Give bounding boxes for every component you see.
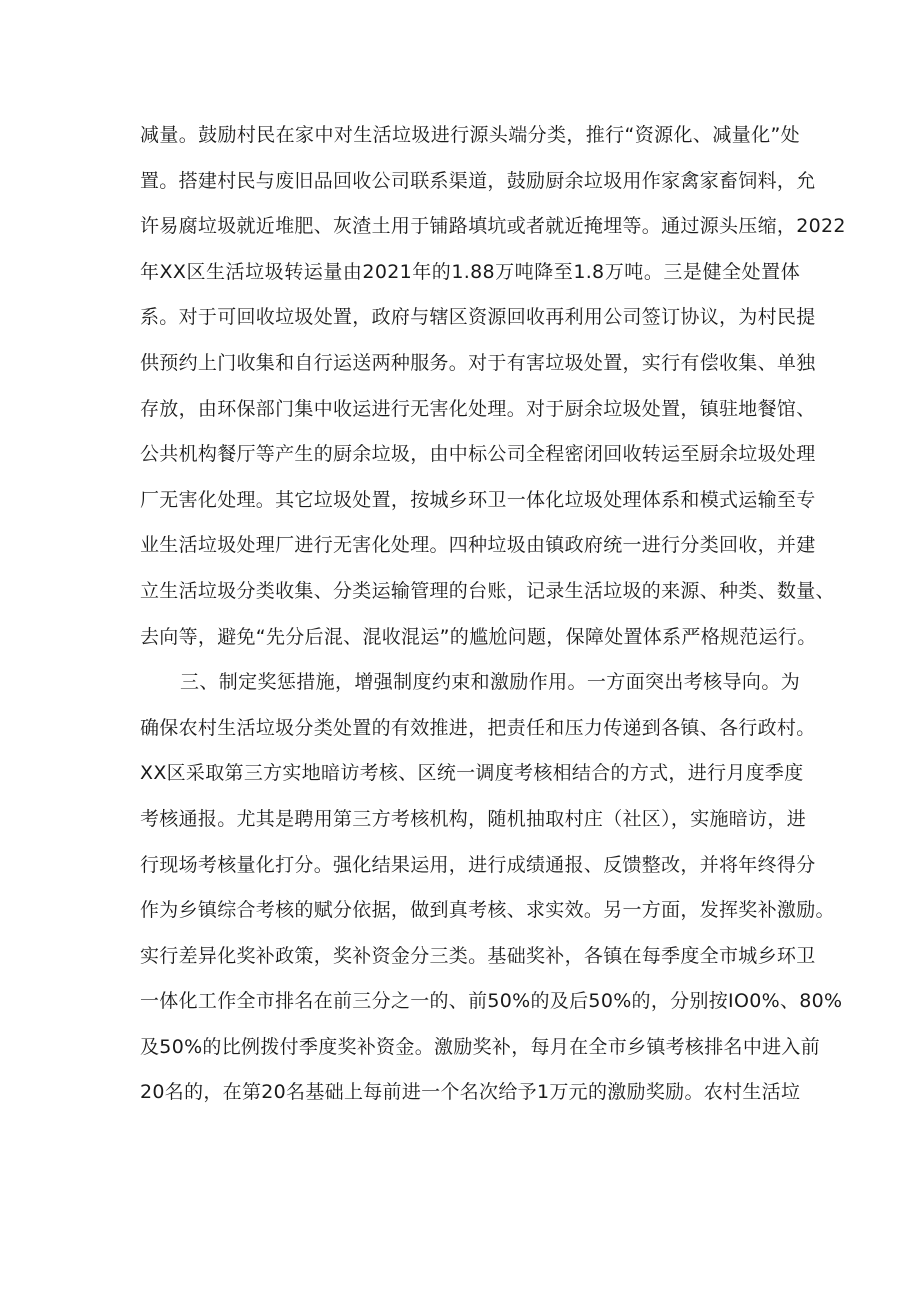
text-line: XX区采取第三方实地暗访考核、区统一调度考核相结合的方式，进行月度季度: [140, 762, 804, 785]
text-line: 实行差异化奖补政策，奖补资金分三类。基础奖补，各镇在每季度全市城乡环卫: [140, 944, 816, 967]
text-line: 立生活垃圾分类收集、分类运输管理的台账，记录生活垃圾的来源、种类、数量、: [140, 579, 835, 602]
text-line: 作为乡镇综合考核的赋分依据，做到真考核、求实效。另一方面，发挥奖补激励。: [140, 899, 835, 922]
text-line: 去向等，避免“先分后混、混收混运”的尴尬问题，保障处置体系严格规范运行。: [140, 625, 817, 648]
text-line: 行现场考核量化打分。强化结果运用，进行成绩通报、反馈整改，并将年终得分: [140, 853, 816, 876]
text-line: 置。搭建村民与废旧品回收公司联系渠道，鼓励厨余垃圾用作家禽家畜饲料，允: [140, 169, 816, 192]
text-line: 年XX区生活垃圾转运量由2021年的1.88万吨降至1.8万吨。三是健全处置体: [140, 260, 800, 283]
text-line: 确保农村生活垃圾分类处置的有效推进，把责任和压力传递到各镇、各行政村。: [140, 716, 816, 739]
text-line: 考核通报。尤其是聘用第三方考核机构，随机抽取村庄（社区），实施暗访，进: [140, 807, 807, 830]
text-line: 系。对于可回收垃圾处置，政府与辖区资源回收再利用公司签订协议，为村民提: [140, 306, 816, 329]
text-line: 三、制定奖惩措施，增强制度约束和激励作用。一方面突出考核导向。为: [180, 671, 800, 694]
text-line: 公共机构餐厅等产生的厨余垃圾，由中标公司全程密闭回收转运至厨余垃圾处理: [140, 443, 816, 466]
text-line: 厂无害化处理。其它垃圾处置，按城乡环卫一体化垃圾处理体系和模式运输至专: [140, 488, 816, 511]
body-text: [140, 113, 846, 1116]
text-line: 一体化工作全市排名在前三分之一的、前50%的及后50%的，分别按IO0%、80%: [140, 990, 843, 1013]
text-line: 业生活垃圾处理厂进行无害化处理。四种垃圾由镇政府统一进行分类回收，并建: [140, 534, 816, 557]
text-line: 20名的，在第20名基础上每前进一个名次给予1万元的激励奖励。农村生活垃: [140, 1081, 801, 1104]
text-line: 存放，由环保部门集中收运进行无害化处理。对于厨余垃圾处置，镇驻地餐馆、: [140, 397, 816, 420]
text-line: 供预约上门收集和自行运送两种服务。对于有害垃圾处置，实行有偿收集、单独: [140, 351, 816, 374]
text-line: 减量。鼓励村民在家中对生活垃圾进行源头端分类，推行“资源化、减量化”处: [140, 124, 800, 146]
text-line: 及50%的比例拨付季度奖补资金。激励奖补，每月在全市乡镇考核排名中进入前: [140, 1035, 821, 1058]
text-line: 许易腐垃圾就近堆肥、灰渣土用于铺路填坑或者就近掩埋等。通过源头压缩，2022: [140, 215, 846, 238]
